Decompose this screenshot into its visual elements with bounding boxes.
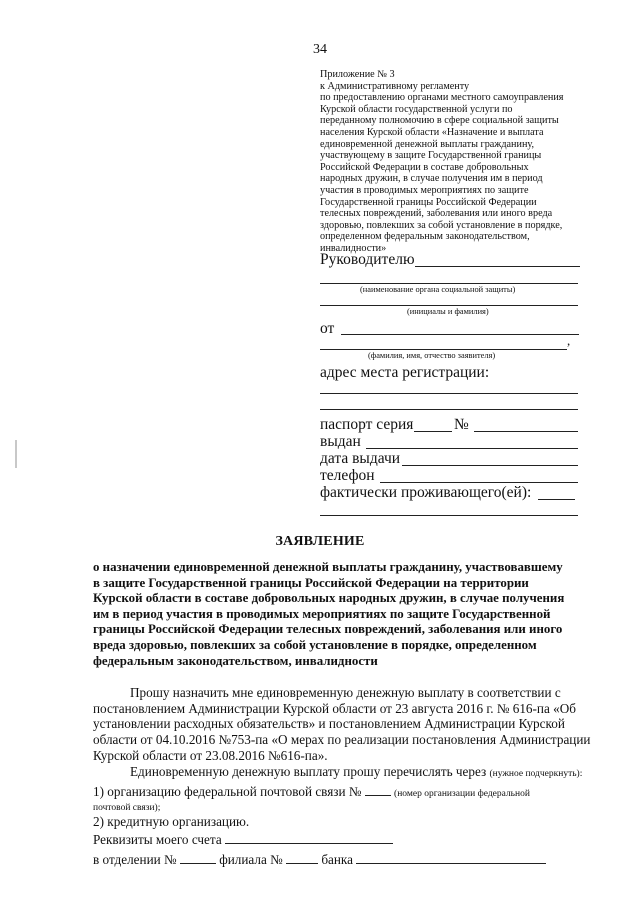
branch-line xyxy=(93,850,589,868)
organ-caption: (наименование органа социальной защиты) xyxy=(360,285,516,294)
subject-line: вреда здоровью, повлекших за собой установление в порядке, определенном xyxy=(93,637,537,652)
subject-line: им в период участия в проводимых мероприятиях по защите Государственной xyxy=(93,606,551,621)
issue-date-line[interactable] xyxy=(402,465,578,466)
appendix-line: Приложение № 3 xyxy=(320,69,395,80)
phone-line[interactable] xyxy=(380,482,578,483)
passport-number-line[interactable] xyxy=(474,431,578,432)
option-1-note-cont: почтовой связи); xyxy=(93,802,161,813)
filial-field[interactable] xyxy=(286,850,318,864)
option-1-text: 1) организацию федеральной почтовой связи № xyxy=(93,784,362,800)
appendix-line: инвалидности» xyxy=(320,242,387,254)
issued-label: выдан xyxy=(320,433,361,450)
account-field[interactable] xyxy=(225,830,393,844)
option-2-text: 2) кредитную организацию. xyxy=(93,813,250,829)
appendix-line: Государственной границы Российской Федерации xyxy=(320,196,537,208)
option-1-line xyxy=(93,782,589,803)
account-line xyxy=(93,830,589,848)
phone-label: телефон xyxy=(320,467,375,484)
request-line: установлении расходных обязательств» и постановлением Администрации Курской xyxy=(93,716,565,732)
scan-artifact xyxy=(15,440,17,468)
applicant-caption: (фамилия, имя, отчество заявителя) xyxy=(368,351,496,360)
initials-caption: (инициалы и фамилия) xyxy=(407,307,489,316)
issue-date-label: дата выдачи xyxy=(320,450,401,467)
appendix-line: населения Курской области «Назначение и выплата xyxy=(320,126,544,138)
request-line: Прошу назначить мне единовременную денежную выплату в соответствии с xyxy=(130,685,561,700)
subject-line: о назначении единовременной денежной выплаты гражданину, участвовавшему xyxy=(93,560,563,574)
initials-line[interactable] xyxy=(320,305,578,306)
filial-label: филиала № xyxy=(219,852,283,868)
application-subject xyxy=(93,560,585,669)
account-label: Реквизиты моего счета xyxy=(93,831,222,847)
application-body xyxy=(93,685,589,868)
from-line[interactable] xyxy=(341,334,579,335)
residence-line-1[interactable] xyxy=(538,499,575,500)
branch-label: в отделении № xyxy=(93,852,177,868)
page-number: 34 xyxy=(313,42,327,57)
appendix-line: Российской Федерации в составе добровольных xyxy=(320,161,529,173)
option-1-note: (номер организации федеральной xyxy=(394,789,530,800)
issued-line[interactable] xyxy=(366,448,578,449)
passport-number-label: № xyxy=(454,416,469,433)
address-line-2[interactable] xyxy=(320,409,578,410)
subject-line: федеральным законодательством, инвалидности xyxy=(93,653,378,668)
residence-line-2[interactable] xyxy=(320,515,578,516)
document-title: ЗАЯВЛЕНИЕ xyxy=(275,534,365,549)
request-line: Курской области от 23.08.2016 №616-па». xyxy=(93,747,328,763)
address-label: адрес места регистрации: xyxy=(320,364,490,381)
bank-label: банка xyxy=(321,852,353,868)
subject-line: границы Российской Федерации телесных повреждений, заболевания или иного xyxy=(93,622,563,637)
passport-series-label: паспорт серия xyxy=(320,416,414,433)
appendix-line: единовременной денежной выплаты гражданину, xyxy=(320,138,535,150)
appendix-header xyxy=(320,69,585,255)
subject-line: в защите Государственной границы Российской Федерации на территории xyxy=(93,575,529,590)
subject-line: Курской области в составе добровольных народных дружин, в случае получения xyxy=(93,591,565,606)
bank-field[interactable] xyxy=(356,850,546,864)
appendix-line: по предоставлению органами местного самоуправления xyxy=(320,92,564,104)
head-name-line[interactable] xyxy=(415,266,580,267)
organ-line[interactable] xyxy=(320,283,578,284)
post-office-number-field[interactable] xyxy=(365,782,391,796)
residence-label: фактически проживающего(ей): xyxy=(320,484,532,501)
appendix-line: определенном федеральным законодательством, xyxy=(320,231,530,243)
from-label: от xyxy=(320,320,335,337)
transfer-text: Единовременную денежную выплату прошу перечислять через xyxy=(130,763,487,779)
applicant-line[interactable] xyxy=(320,349,567,350)
appendix-line: Курской области государственной услуги по xyxy=(320,103,513,115)
appendix-line: здоровью, повлекших за собой установление в порядке, xyxy=(320,219,563,231)
transfer-note: (нужное подчеркнуть): xyxy=(489,768,583,779)
branch-field[interactable] xyxy=(180,850,216,864)
appendix-line: к Административному регламенту xyxy=(320,80,470,92)
appendix-line: народных дружин, в случае получения им в период xyxy=(320,173,543,185)
request-line: области от 04.10.2016 №753-па «О мерах по реализации постановления Администрации xyxy=(93,732,591,748)
passport-series-line[interactable] xyxy=(414,431,452,432)
appendix-line: участвующему в защите Государственной границы xyxy=(320,150,542,162)
appendix-line: участия в проводимых мероприятиях по защите xyxy=(320,184,529,196)
appendix-line: телесных повреждений, заболевания или иного вреда xyxy=(320,208,553,220)
request-line: постановлением Администрации Курской области от 23 августа 2016 г. № 616-па «Об xyxy=(93,700,576,716)
head-label: Руководителю xyxy=(320,251,415,268)
comma: , xyxy=(567,333,571,348)
transfer-line xyxy=(93,764,589,783)
address-line-1[interactable] xyxy=(320,393,578,394)
appendix-line: переданному полномочию в сфере социальной защиты xyxy=(320,115,559,127)
